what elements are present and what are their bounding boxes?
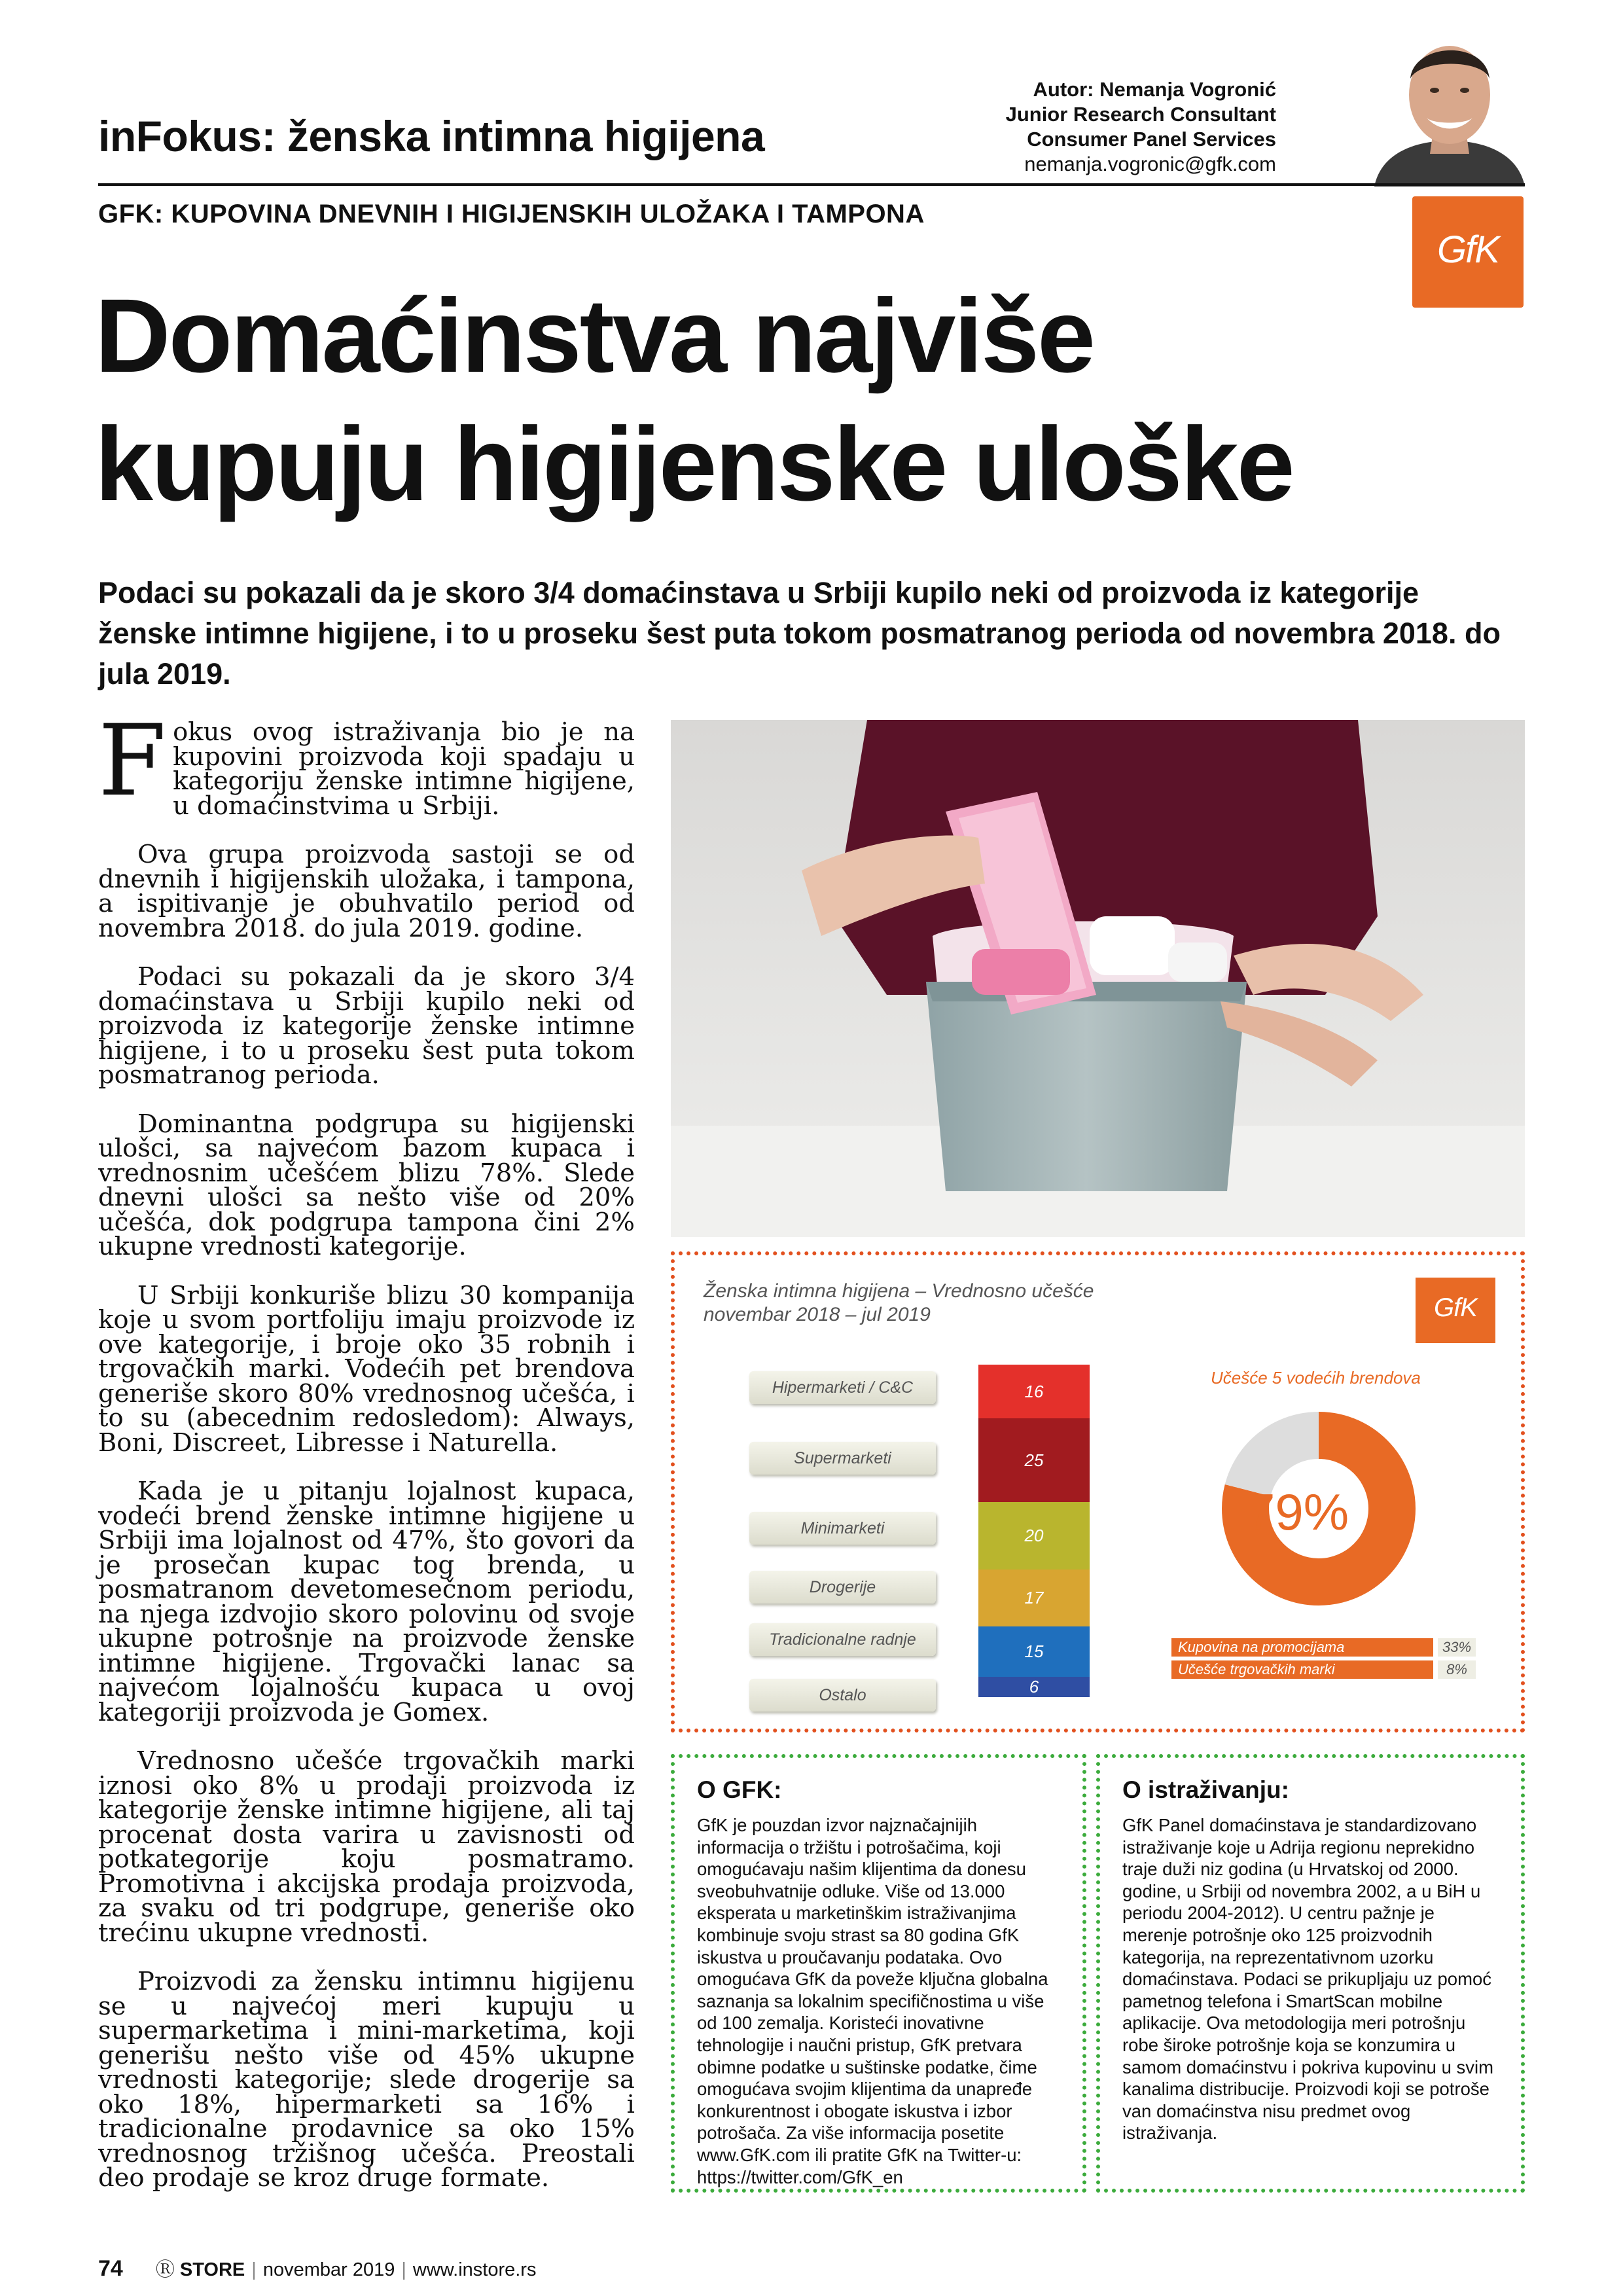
bar-segment: 15 <box>978 1626 1090 1677</box>
about-research-text: GfK Panel domaćinstava je standardizovano istraživanje koje u Adrija regionu neprekidno traje duži niz godina (u Hrvatskoj od 2000. godine, u Srbiji od novembra 2002, a u BiH u periodu 2004-2012). U centru pažnje je merenje potrošnje oko 125 proizvodnih kategorija, na reprezentativnom uzorku domaćinstava. Podaci se prikupljaju uz pomoć pametnog telefona i SmartScan mobilne aplikacije. Ova metodologija meri potrošnju robe široke potrošnje koja se konzumira u samom domaćinstvu i pokriva kupovinu u svim kanalima distribucije. Proizvodi koji se potroše van domaćinstva nisu predmet ovog istraživanja. <box>1122 1815 1494 2144</box>
chart-gfk-logo <box>1416 1278 1495 1343</box>
channel-label: Drogerije <box>749 1571 936 1604</box>
footer-brand: STORE <box>179 2259 245 2280</box>
stacked-bar <box>978 1365 1090 1697</box>
body-paragraph: Podaci su pokazali da je skoro 3/4 domaćinstava u Srbiji kupilo neki od proizvoda iz kategorije ženske intimne higijene, i to u proseku šest puta tokom posmatranog perioda. <box>98 962 635 1090</box>
body-paragraph: Fokus ovog istraživanja bio je na kupovini proizvoda koji spadaju u kategoriju ženske intimne higijene, u domaćinstvima u Srbiji. <box>98 704 635 821</box>
author-block <box>1006 77 1276 177</box>
donut-legend <box>1171 1638 1476 1683</box>
chart-subtitle: novembar 2018 – jul 2019 <box>704 1304 931 1325</box>
bar-segment: 16 <box>978 1365 1090 1418</box>
author-name: Autor: Nemanja Vogronić <box>1033 78 1276 101</box>
headline-line-1: Domaćinstva najviše <box>95 277 1094 394</box>
footer-date: novembar 2019 <box>262 2259 395 2280</box>
bar-segment: 25 <box>978 1418 1090 1502</box>
lead-paragraph: Podaci su pokazali da je skoro 3/4 domaćinstava u Srbiji kupilo neki od proizvoda iz kategorije ženske intimne higijene, i to u proseku šest puta tokom posmatranog perioda od novembra 2018. do jula 2019. <box>98 576 1501 691</box>
section-title <box>98 111 764 161</box>
legend-row <box>1171 1638 1476 1657</box>
about-gfk-title: O GFK: <box>697 1776 782 1803</box>
channel-label: Hipermarketi / C&C <box>749 1371 936 1404</box>
body-paragraph: Kada je u pitanju lojalnost kupaca, vodeći brend ženske intimne higijene u Srbiji ima lojalnost od 47%, što govori da je prosečan kupac tog brenda, u posmatranom devetomesečnom periodu, na njega izdvojio skoro polovinu od svoje ukupne potrošnje na proizvode ženske intimne higijene. Trgovački lanac sa najvećom lojalnošću kupaca u ovoj kategoriji proizvoda je Gomex. <box>98 1477 635 1727</box>
page-footer <box>98 2255 536 2282</box>
section-prefix: inFokus <box>98 112 262 160</box>
kicker: GFK: KUPOVINA DNEVNIH I HIGIJENSKIH ULOŽAKA I TAMPONA <box>98 200 925 228</box>
bar-segment: 17 <box>978 1570 1090 1626</box>
body-paragraph: Vrednosno učešće trgovačkih marki iznosi oko 8% u prodaji proizvoda iz kategorije ženske intimne higijene, ali taj procenat dosta varira u zavisnosti od potkategorije koju posmatramo. Promotivna i akcijska prodaja proizvoda, za svaku od tri podgrupe, generiše oko trećinu ukupne vrednosti. <box>98 1746 635 1948</box>
legend-label: Učešće trgovačkih marki <box>1171 1660 1433 1679</box>
body-paragraph: U Srbiji konkuriše blizu 30 kompanija koje u svom portfoliju imaju proizvode iz ove kategorije, i broje oko 35 robnih i trgovačkih marki. Vodećih pet brendova generiše skoro 80% vrednosnog učešća, i to su (abecednim redosledom): Always, Boni, Discreet, Libresse i Naturella. <box>98 1280 635 1458</box>
channel-label: Minimarketi <box>749 1512 936 1545</box>
body-paragraph: Ova grupa proizvoda sastoji se od dnevnih i higijenskih uložaka, i tampona, a ispitivanje je obuhvatilo period od novembra 2018. do jula 2019. godine. <box>98 840 635 943</box>
channel-label: Tradicionalne radnje <box>749 1623 936 1656</box>
legend-label: Kupovina na promocijama <box>1171 1638 1433 1657</box>
author-department: Consumer Panel Services <box>1027 128 1276 151</box>
headline-line-2: kupuju higijenske uloške <box>95 405 1293 522</box>
about-research-box <box>1096 1754 1525 2193</box>
article-photo <box>671 720 1525 1237</box>
about-gfk-box <box>671 1754 1086 2193</box>
drop-cap: F <box>98 704 167 818</box>
author-email[interactable]: nemanja.vogronic@gfk.com <box>1024 152 1276 175</box>
body-paragraph: Proizvodi za žensku intimnu higijenu se u najvećoj meri kupuju u supermarketima i mini-marketima, koji generišu nešto više od 45% ukupne vrednosti kategorije; slede drogerije sa oko 18%, hipermarketi sa 16% i tradicionalne prodavnice sa oko 15% vrednosnog tržišnog učešća. Preostali deo prodaje se kroz druge formate. <box>98 1967 635 2193</box>
store-logo-icon: Ⓡ <box>155 2259 180 2280</box>
bar-segment: 20 <box>978 1502 1090 1570</box>
gfk-logo-text: GfK <box>1437 228 1499 271</box>
donut-title: Učešće 5 vodećih brendova <box>1211 1368 1421 1388</box>
channel-label: Ostalo <box>749 1679 936 1712</box>
about-research-title: O istraživanju: <box>1122 1776 1289 1803</box>
legend-value: 8% <box>1438 1660 1476 1679</box>
footer-separator: | <box>401 2259 406 2280</box>
legend-value: 33% <box>1438 1638 1476 1657</box>
about-gfk-text: GfK je pouzdan izvor najznačajnijih informacija o tržištu i potrošačima, koji omogućavaju našim klijentima da donesu sveobuhvatnije odluke. Više od 13.000 eksperata u marketinškim istraživanjima kombinuje svoju strast sa 80 godina GfK iskustva u proučavanju podataka. Ovo omogućava GfK da poveže ključna globalna saznanja sa lokalnim specifičnostima u više od 100 zemalja. Koristeći inovativne tehnologije i naučni pristup, GfK pretvara obimne podatke u suštinske podatke, čime omogućava svojim klijentima da unapređe konkurentnost i obogate iskustva i izbor potrošača. Za više informacija posetite www.GfK.com ili pratite GfK na Twitter-u: https://twitter.com/GfK_en <box>697 1815 1048 2187</box>
page-number: 74 <box>98 2256 123 2281</box>
chart-logo-text: GfK <box>1434 1293 1477 1322</box>
footer-separator: | <box>251 2259 257 2280</box>
article-body <box>98 704 635 2215</box>
author-photo <box>1361 20 1538 187</box>
bar-segment: 6 <box>978 1677 1090 1697</box>
footer-url[interactable]: www.instore.rs <box>412 2259 537 2280</box>
legend-row <box>1171 1660 1476 1679</box>
headline <box>95 272 1535 528</box>
body-paragraph: Dominantna podgrupa su higijenski ulošci, sa najvećom bazom kupaca i vrednosnim učešćem blizu 78%. Slede dnevni ulošci sa nešto više od 20% učešća, dok podgrupa tampona čini 2% ukupne vrednosti kategorije. <box>98 1109 635 1261</box>
author-role: Junior Research Consultant <box>1005 103 1276 126</box>
chart-title-line: Ženska intimna higijena – Vrednosno učešće <box>704 1280 1094 1302</box>
section-topic: : ženska intimna higijena <box>261 112 765 160</box>
header-rule <box>98 183 1525 186</box>
donut-center-value: 79% <box>1247 1483 1349 1541</box>
channel-label: Supermarketi <box>749 1442 936 1475</box>
chart-title <box>704 1280 1094 1327</box>
